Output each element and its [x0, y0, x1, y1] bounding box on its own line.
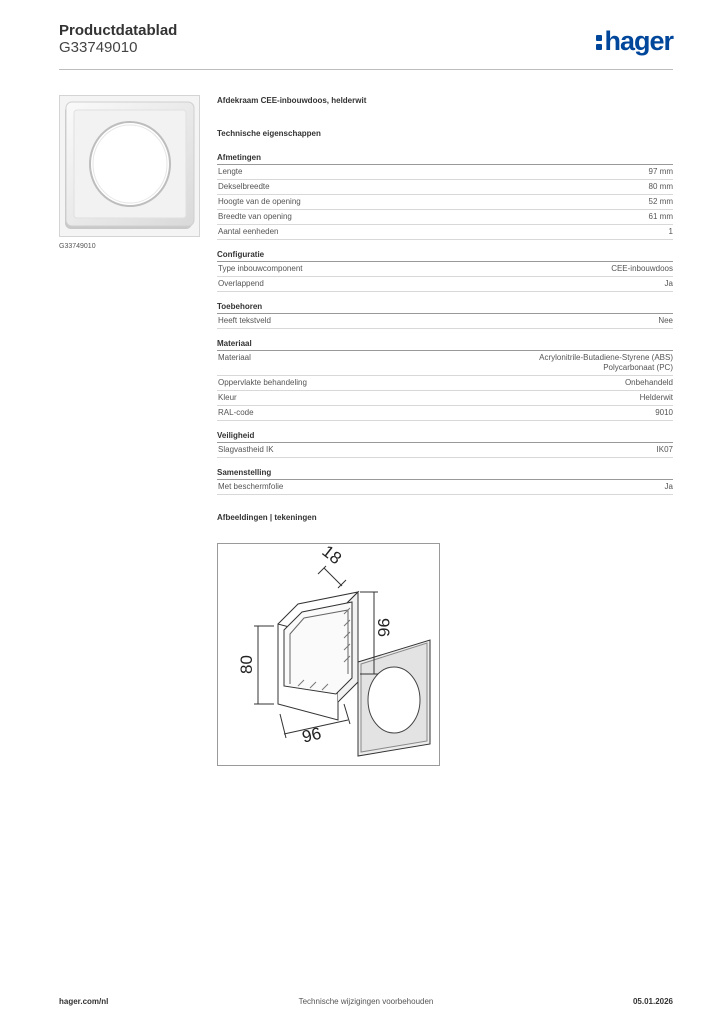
spec-value: Ja: [664, 279, 673, 288]
spec-row: [217, 480, 673, 495]
technical-drawing: [217, 543, 440, 766]
spec-content: [217, 96, 673, 522]
spec-row: [217, 210, 673, 225]
document-title: Productdatablad: [59, 22, 178, 39]
spec-value: Onbehandeld: [624, 378, 673, 387]
section-materiaal: [217, 339, 673, 421]
spec-label: Breedte van opening: [218, 212, 292, 221]
spec-value: Ja: [664, 482, 673, 491]
spec-row: [217, 165, 673, 180]
spec-label: Lengte: [218, 167, 243, 176]
dim-height-label: 80: [237, 655, 256, 674]
section-title: Toebehoren: [217, 302, 673, 314]
spec-row: [217, 406, 673, 421]
spec-row: [217, 195, 673, 210]
product-code: G33749010: [59, 39, 138, 56]
footer-note: Technische wijzigingen voorbehouden: [298, 997, 434, 1006]
spec-label: Materiaal: [218, 353, 251, 362]
section-samenstelling: [217, 468, 673, 495]
spec-value: IK07: [656, 445, 673, 454]
spec-value: 1: [668, 227, 673, 236]
dimension-drawing-icon: [218, 544, 439, 765]
spec-row: [217, 262, 673, 277]
dim-width-label: 96: [374, 618, 393, 637]
spec-value: 80 mm: [648, 182, 673, 191]
spec-label: Kleur: [218, 393, 237, 402]
section-title: Configuratie: [217, 250, 673, 262]
section-veiligheid: [217, 431, 673, 458]
section-title: Afmetingen: [217, 153, 673, 165]
logo-dots-icon: [596, 32, 603, 51]
tech-heading: Technische eigenschappen: [217, 129, 321, 138]
footer-website-link[interactable]: hager.com/nl: [59, 997, 109, 1006]
section-toebehoren: [217, 302, 673, 329]
spec-value: 52 mm: [648, 197, 673, 206]
spec-value: CEE-inbouwdoos: [611, 264, 673, 273]
product-photo: [59, 95, 200, 237]
page-header: [59, 20, 673, 70]
spec-value: 61 mm: [648, 212, 673, 221]
spec-value: Nee: [658, 316, 673, 325]
section-afmetingen: [217, 153, 673, 240]
spec-row: [217, 443, 673, 458]
spec-value: Acrylonitrile-Butadiene-Styrene (ABS) Polycarbonaat (PC): [539, 353, 673, 372]
footer-date: 05.01.2026: [632, 997, 673, 1006]
spec-value: Helderwit: [639, 393, 673, 402]
spec-label: Oppervlakte behandeling: [218, 378, 307, 387]
cover-frame-photo-icon: [60, 96, 199, 236]
spec-label: Aantal eenheden: [218, 227, 279, 236]
spec-label: Met beschermfolie: [218, 482, 284, 491]
spec-label: Slagvastheid IK: [218, 445, 274, 454]
spec-row: [217, 225, 673, 240]
photo-caption: G33749010: [59, 243, 96, 250]
spec-row: [217, 277, 673, 292]
spec-row: [217, 391, 673, 406]
spec-label: Heeft tekstveld: [218, 316, 271, 325]
spec-value: 97 mm: [648, 167, 673, 176]
images-heading: Afbeeldingen | tekeningen: [217, 513, 317, 522]
spec-label: Dekselbreedte: [218, 182, 270, 191]
dim-depth-label: 18: [318, 544, 346, 569]
spec-label: Hoogte van de opening: [218, 197, 301, 206]
spec-row: [217, 180, 673, 195]
hager-logo[interactable]: [596, 26, 673, 57]
section-title: Samenstelling: [217, 468, 673, 480]
product-name: Afdekraam CEE-inbouwdoos, helderwit: [217, 96, 367, 105]
spec-row: [217, 376, 673, 391]
spec-label: RAL-code: [218, 408, 254, 417]
dim-length-label: 96: [300, 723, 324, 747]
spec-label: Type inbouwcomponent: [218, 264, 303, 273]
spec-label: Overlappend: [218, 279, 264, 288]
spec-row: [217, 351, 673, 376]
section-configuratie: [217, 250, 673, 292]
section-title: Veiligheid: [217, 431, 673, 443]
spec-row: [217, 314, 673, 329]
logo-text: hager: [604, 26, 673, 56]
spec-value: 9010: [655, 408, 673, 417]
section-title: Materiaal: [217, 339, 673, 351]
